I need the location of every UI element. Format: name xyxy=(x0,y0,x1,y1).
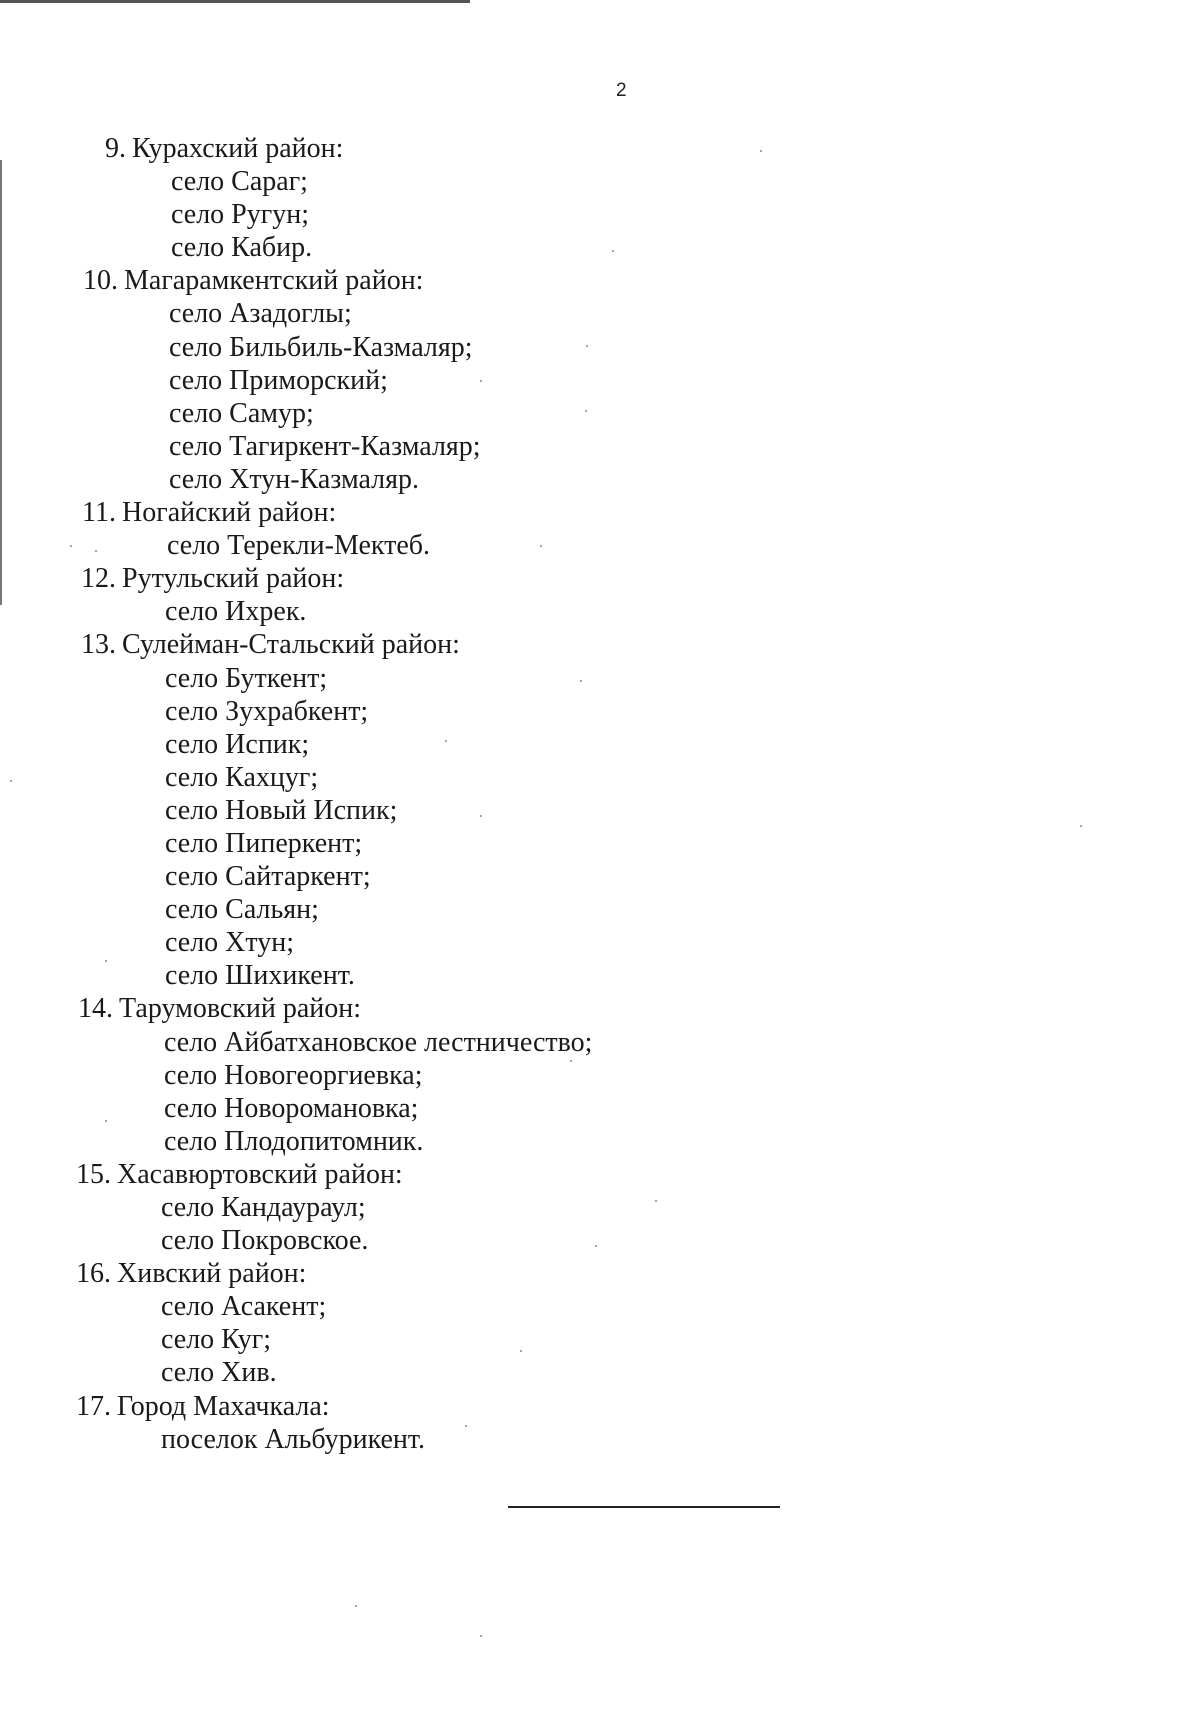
settlement-item: поселок Альбурикент. xyxy=(161,1423,426,1455)
district-block xyxy=(0,562,1200,628)
settlement-item: село Ругун; xyxy=(171,199,309,231)
settlement-item: село Испик; xyxy=(165,728,310,760)
scan-speck xyxy=(580,680,582,682)
scan-speck xyxy=(760,150,762,152)
scan-speck xyxy=(480,380,482,382)
district-name: Тарумовский район: xyxy=(119,993,362,1025)
settlement-item: село Куг; xyxy=(161,1324,272,1356)
settlement-item: село Хтун; xyxy=(165,927,295,959)
settlement-item: село Кабир. xyxy=(171,232,313,264)
settlement-item: село Сальян; xyxy=(165,894,319,926)
district-name: Сулейман-Стальский район: xyxy=(122,629,460,661)
scan-speck xyxy=(480,1635,482,1637)
district-block xyxy=(0,496,1200,562)
scan-speck xyxy=(1080,825,1082,827)
district-heading xyxy=(0,1158,1200,1191)
district-heading xyxy=(0,1257,1200,1290)
scan-speck xyxy=(612,250,614,252)
district-name: Курахский район: xyxy=(132,133,344,164)
district-block xyxy=(0,1158,1200,1257)
scan-speck xyxy=(655,1200,657,1202)
settlement-item: село Новогеоргиевка; xyxy=(164,1059,423,1091)
scan-speck xyxy=(95,550,97,552)
district-number: 15. xyxy=(76,1158,111,1190)
settlement-item: село Хив. xyxy=(161,1357,277,1389)
district-heading xyxy=(0,496,1200,529)
district-heading xyxy=(0,562,1200,595)
scan-speck xyxy=(540,545,542,547)
district-name: Хивский район: xyxy=(117,1258,307,1290)
district-number: 9. xyxy=(105,133,126,164)
settlement-item: село Сараг; xyxy=(171,166,308,198)
settlement-item: село Новоромановка; xyxy=(164,1092,419,1124)
scan-speck xyxy=(445,740,447,742)
scan-top-edge xyxy=(0,0,470,3)
scan-speck xyxy=(595,1245,597,1247)
settlement-item: село Хтун-Казмаляр. xyxy=(169,463,420,495)
scan-speck xyxy=(70,545,72,547)
district-block xyxy=(0,1390,1200,1456)
district-name: Рутульский район: xyxy=(122,563,345,595)
district-number: 17. xyxy=(76,1390,111,1422)
settlement-item: село Айбатхановское лестничество; xyxy=(164,1026,593,1058)
district-number: 11. xyxy=(82,497,116,529)
district-name: Ногайский район: xyxy=(122,497,337,529)
district-block xyxy=(0,992,1200,1157)
settlement-item: село Покровское. xyxy=(161,1225,369,1257)
district-number: 12. xyxy=(81,563,116,595)
settlement-item: село Новый Испик; xyxy=(165,794,398,826)
district-heading xyxy=(0,1390,1200,1423)
settlement-item: село Приморский; xyxy=(169,364,388,396)
scan-speck xyxy=(520,1350,522,1352)
scan-speck xyxy=(585,410,587,412)
district-block xyxy=(0,1257,1200,1389)
settlement-item: село Самур; xyxy=(169,397,314,429)
district-list xyxy=(0,132,1200,1456)
district-block xyxy=(0,132,1200,264)
settlement-item: село Буткент; xyxy=(165,662,328,694)
scan-speck xyxy=(10,780,12,782)
district-name: Хасавюртовский район: xyxy=(117,1158,403,1190)
scan-speck xyxy=(586,345,588,347)
district-name: Магарамкентский район: xyxy=(124,265,424,297)
district-number: 14. xyxy=(78,993,113,1025)
settlement-item: село Пиперкент; xyxy=(165,827,363,859)
district-number: 16. xyxy=(76,1258,111,1290)
settlement-item: село Плодопитомник. xyxy=(164,1125,424,1157)
district-name: Город Махачкала: xyxy=(117,1390,330,1422)
district-block xyxy=(0,264,1200,496)
settlement-item: село Сайтаркент; xyxy=(165,861,371,893)
settlement-item: село Терекли-Мектеб. xyxy=(167,530,431,562)
scan-speck xyxy=(105,960,107,962)
settlement-item: село Кахцуг; xyxy=(165,761,319,793)
district-heading xyxy=(0,628,1200,661)
settlement-item: село Азадоглы; xyxy=(169,298,352,330)
scan-speck xyxy=(355,1605,357,1607)
settlement-item: село Зухрабкент; xyxy=(165,695,369,727)
scan-speck xyxy=(570,1060,572,1062)
scan-speck xyxy=(480,815,482,817)
district-number: 10. xyxy=(83,265,118,297)
settlement-item: село Тагиркент-Казмаляр; xyxy=(169,430,481,462)
settlement-item: село Ихрек. xyxy=(165,596,307,628)
scan-speck xyxy=(105,1120,107,1122)
settlement-item: село Шихикент. xyxy=(165,960,355,992)
district-heading xyxy=(0,264,1200,297)
settlement-item: село Бильбиль-Казмаляр; xyxy=(169,331,473,363)
end-separator-line xyxy=(508,1506,780,1508)
page-number: 2 xyxy=(616,80,627,101)
district-heading xyxy=(0,132,1200,165)
district-heading xyxy=(0,992,1200,1025)
district-block xyxy=(0,628,1200,992)
scan-speck xyxy=(465,1425,467,1427)
settlement-item: село Асакент; xyxy=(161,1291,327,1323)
settlement-item: село Кандаураул; xyxy=(161,1192,366,1223)
district-number: 13. xyxy=(81,629,116,661)
